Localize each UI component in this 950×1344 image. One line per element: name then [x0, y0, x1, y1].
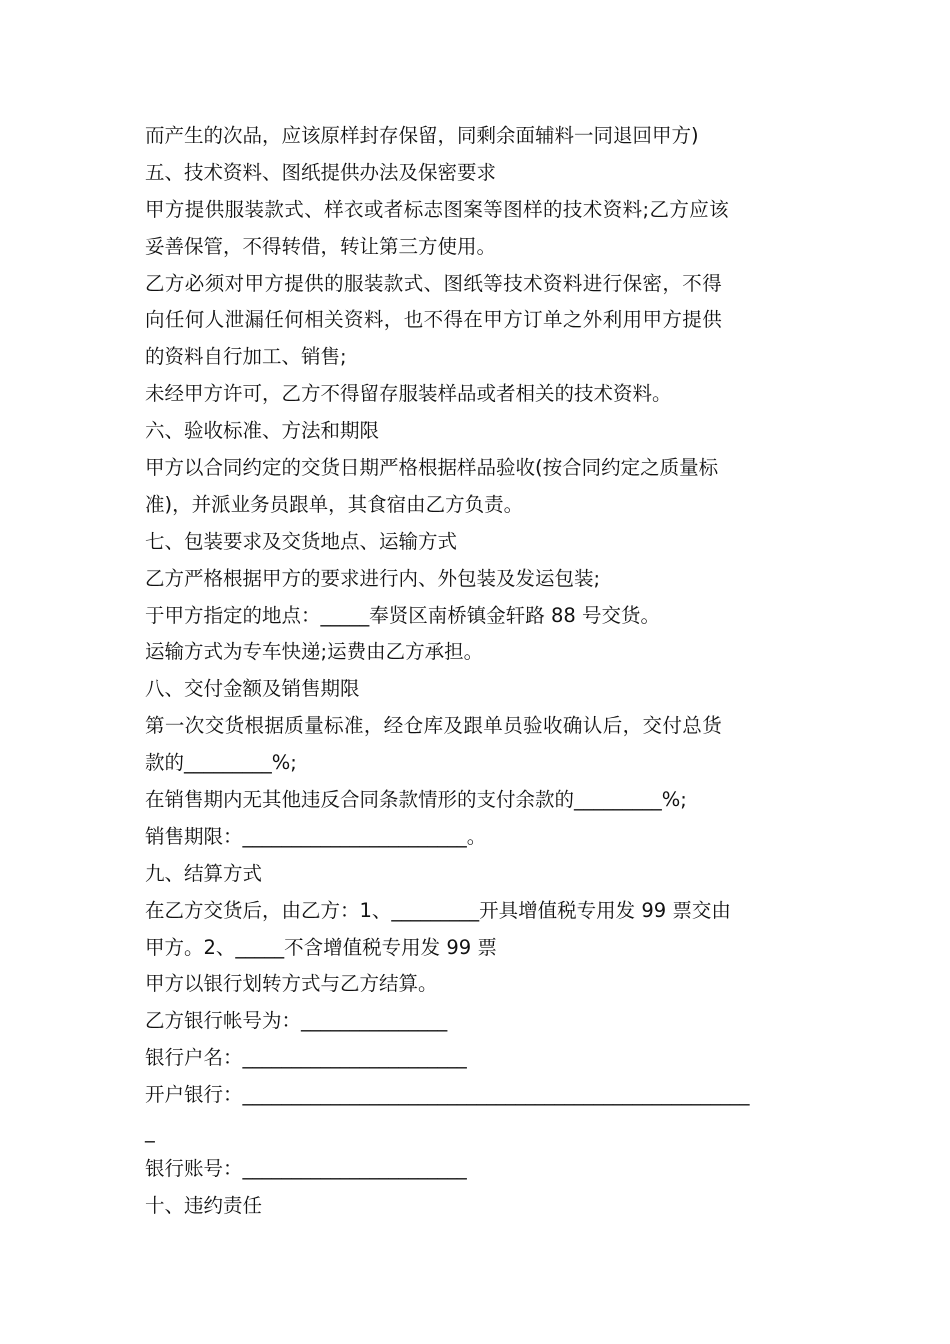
document-body: [145, 118, 810, 1225]
section-heading: 十、违约责任: [145, 1193, 263, 1217]
text-line: 而产生的次品，应该原样封存保留，同剩余面辅料一同退回甲方): [145, 124, 699, 147]
text-line: 妥善保管，不得转借，转让第三方使用。: [145, 234, 497, 258]
text-line: 甲方。2、_____不含增值税专用发 99 票: [145, 935, 497, 959]
section-heading: 五、技术资料、图纸提供办法及保密要求: [145, 160, 497, 184]
text-line: 准)，并派业务员跟单，其食宿由乙方负责。: [145, 492, 524, 516]
payment-percent-line: 款的_________%;: [145, 751, 297, 775]
opening-bank-line-continued: _: [145, 1120, 155, 1144]
text-line: 甲方以合同约定的交货日期严格根据样品验收(按合同约定之质量标: [145, 456, 719, 480]
text-line: 第一次交货根据质量标准，经仓库及跟单员验收确认后，交付总货: [145, 714, 723, 738]
section-heading: 八、交付金额及销售期限: [145, 677, 360, 701]
text-line: 甲方以银行划转方式与乙方结算。: [145, 972, 438, 996]
opening-bank-line: 开户银行：____________________________________________________: [145, 1083, 750, 1107]
text-line: 乙方严格根据甲方的要求进行内、外包装及发运包装;: [145, 566, 601, 590]
text-line: 在乙方交货后，由乙方：1、_________开具增值税专用发 99 票交由: [145, 898, 731, 922]
account-name-line: 银行户名：_______________________: [145, 1046, 467, 1070]
text-line: 运输方式为专车快递;运费由乙方承担。: [145, 640, 484, 664]
section-heading: 七、包装要求及交货地点、运输方式: [145, 529, 458, 553]
delivery-address-line: 于甲方指定的地点：_____奉贤区南桥镇金轩路 88 号交货。: [145, 603, 660, 627]
section-heading: 九、结算方式: [145, 861, 263, 885]
sales-period-line: 销售期限：_______________________。: [145, 824, 487, 848]
text-line: 甲方提供服装款式、样衣或者标志图案等图样的技术资料;乙方应该: [145, 197, 730, 221]
balance-percent-line: 在销售期内无其他违反合同条款情形的支付余款的_________%;: [145, 788, 687, 812]
account-number-line: 银行账号：_______________________: [145, 1156, 467, 1180]
text-line: 未经甲方许可，乙方不得留存服装样品或者相关的技术资料。: [145, 382, 672, 406]
text-line: 的资料自行加工、销售;: [145, 345, 347, 369]
bank-account-line: 乙方银行帐号为：_______________: [145, 1009, 448, 1033]
section-heading: 六、验收标准、方法和期限: [145, 419, 380, 443]
text-line: 乙方必须对甲方提供的服装款式、图纸等技术资料进行保密，不得: [145, 271, 723, 295]
text-line: 向任何人泄漏任何相关资料，也不得在甲方订单之外利用甲方提供: [145, 308, 723, 332]
